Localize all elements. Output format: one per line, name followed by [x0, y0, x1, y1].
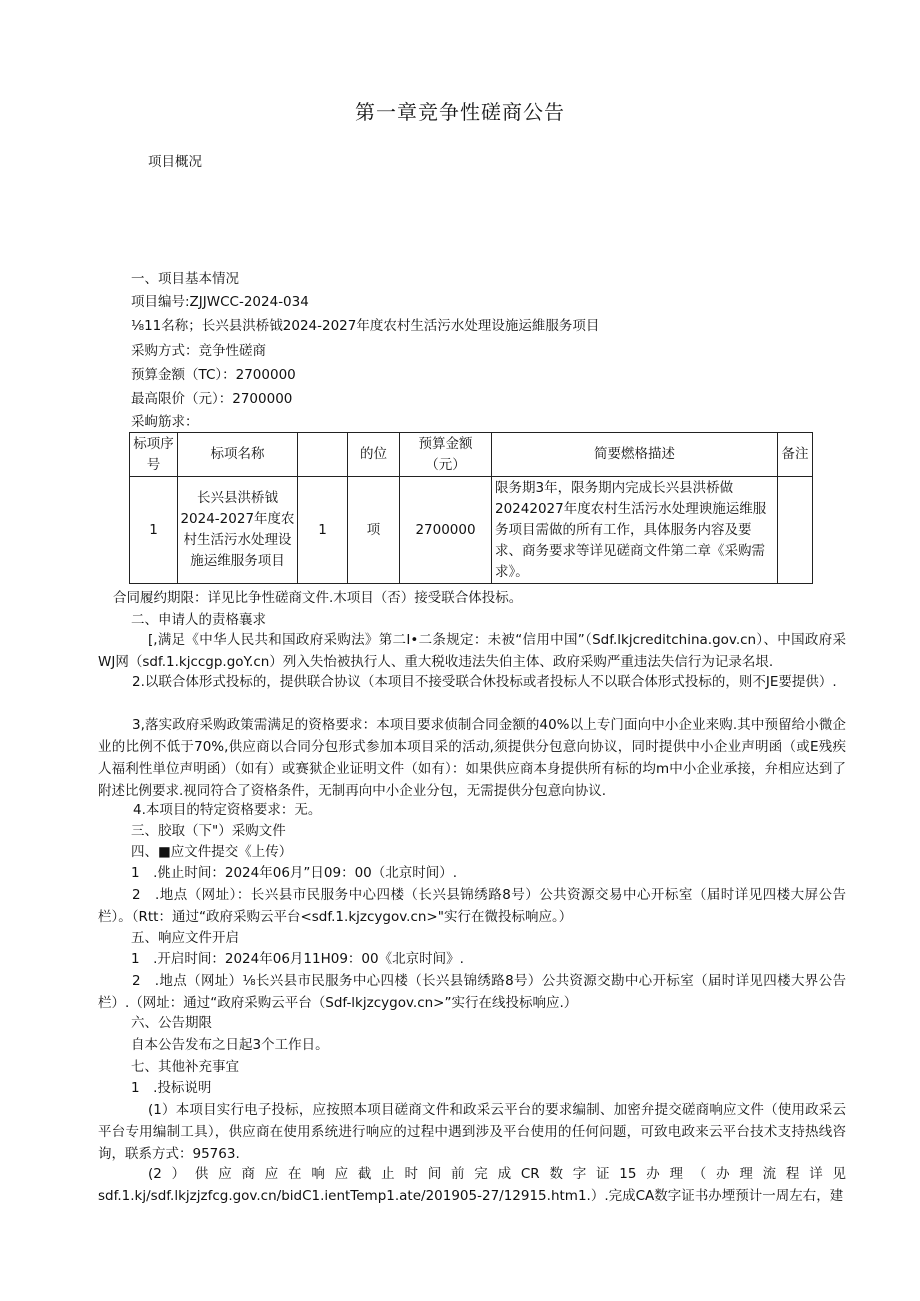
- section-7-heading: 七、其他补充事宜: [131, 1059, 239, 1075]
- page-title: 第一章竞争性磋商公告: [355, 100, 565, 124]
- procurement-method: 采购方式：竞争性磋商: [131, 343, 266, 359]
- qualification-para-1: [,满足《中华人民共和国政府采购法》第二I•二条规定：未被“信用中国”（Sdf.lkjcreditchina.gov.cn）、中国政府采WJ网（sdf.1.kjccgp.goY.cn）列入失怡被执行人、重大税收违法失伯主体、政府采购严重违法失信行为记录名垠.: [98, 632, 846, 670]
- project-name: ⅛11名称；长兴县洪桥钺2024-2027年度农村生活污水处理设施运維服务项目: [131, 318, 600, 334]
- section-5-heading: 五、响应文件开启: [131, 930, 239, 946]
- cell-remarks: [778, 477, 813, 584]
- opening-location: 2 .地点（网址）⅛长兴县市民服务中心四楼（长兴县锦绣路8号）公共资源交勘中心开标室（届时详见四楼大界公告栏）.（网址：通过“政府采购云平台（Sdf-lkjzcygov.cn>”实行在线投标响应.）: [98, 973, 846, 1011]
- bidding-instructions-para-2: (2）供应商应在响应截止时间前完成CR数字证15办理（办理流程详见sdf.1.kj∕sdf.lkjzjzfcg.gov.cn/bidC1.ientTemp1.ate/201905-27/12915.htm1.）.完成CA数字证书办堙预计一周左右，建: [98, 1166, 846, 1204]
- header-lot-name: 标项名称: [178, 433, 298, 477]
- budget-amount: 预算金额（TC）：2700000: [131, 367, 296, 383]
- bidding-instructions-para-1: (1）本项目实行电子投标，应按照本项目磋商文件和政采云平台的要求编制、加密弁提交磋商响应文件（使用政采云平台专用编制工具），供应商在使用系统进行响应的过程中遇到涉及平台使用的任何问题，可致电政来云平台技术支持热线咨询，联系方式：95763.: [98, 1102, 846, 1162]
- section-2-heading: 二、申请人的责格襄求: [131, 612, 266, 628]
- header-unit: 的位: [348, 433, 400, 477]
- table-row: [130, 477, 813, 584]
- opening-time: 1 .开启时间：2024年06月11H09：00《北京时间》.: [131, 951, 464, 967]
- cell-lot-no: 1: [130, 477, 178, 584]
- header-lot-no: 标项序号: [130, 433, 178, 477]
- cell-lot-name: 长兴县洪桥钺2024-2027年度农村生活污水处理设施运维服务项目: [178, 477, 298, 584]
- project-number: 项目编号:ZJJWCC-2024-034: [131, 294, 309, 310]
- overview-heading: 项目概况: [148, 154, 202, 170]
- cell-description: 限务期3年，限务期内完成长兴县洪桥做20242027年度农村生活污水处理谀施运维服务项目需做的所有工作，具体服务内容及要求、商务要求等详见磋商文件第二章《采购需求》。: [492, 477, 778, 584]
- bidding-instructions-heading: 1 .投标说明: [131, 1080, 212, 1096]
- submission-location: 2 .地点（网址）：长兴县市民服务中心四楼（长兴县锦绣路8号）公共资源交易中心开标室（届时详见四楼大屏公告栏）。（Rtt：通过“政府采购云平台<sdf.1.kjzcygov.cn>"实行在微投标响应。）: [98, 887, 846, 925]
- demand-label: 采岣筋求：: [131, 414, 199, 430]
- announcement-period: 自本公告发布之日起3个工作日。: [131, 1037, 329, 1053]
- cell-quantity: 1: [298, 477, 348, 584]
- header-budget: 预算金额（元）: [400, 433, 492, 477]
- requirements-table: [129, 432, 813, 584]
- header-quantity: [298, 433, 348, 477]
- qualification-para-2: 2.以联合体形式投标的，提供联合协议（本项目不接受联合休投标或者投标人不以联合体形式投标的，则不JE要提供）.: [132, 674, 837, 690]
- header-remarks: 备注: [778, 433, 813, 477]
- cell-budget: 2700000: [400, 477, 492, 584]
- section-1-heading: 一、项目基本情况: [131, 271, 239, 287]
- header-description: 简要燃格描述: [492, 433, 778, 477]
- qualification-para-4: 4.本项目的特定资格要求：无。: [133, 802, 322, 818]
- submission-deadline: 1 .佻止时间：2024年06月”日09：00（北京时间）.: [131, 865, 458, 881]
- section-3-heading: 三、胶取（下"）采购文件: [131, 823, 286, 839]
- section-6-heading: 六、公告期限: [131, 1015, 212, 1031]
- max-price: 最高限价（元）：2700000: [131, 391, 293, 407]
- contract-period: 合同履约期限：详见比争性磋商文件.木项目（否）接受联合体投标。: [113, 590, 523, 606]
- section-4-heading: 四、■应文件提交《上传）: [131, 844, 293, 860]
- qualification-para-3: 3,落实政府采购政策需满足的资格要求：本项目要求侦制合同金额的40%以上专门面向中小企业来购.其中预留给小微企业的比例不低于70%,供应商以合同分包形式参加本项目采的活动,须提供分包意向协议，同时提供中小企业声明函（或E残疾人福利性単位声明函）（如有）或赛狱企业证明文件（如有）：如果供应商本身提供所有标的均m中小企业承接，弁相应达到了附述比例要求.视同符合了资格条件，无制再向中小企业分包，无需提供分包意向协议.: [98, 717, 846, 799]
- table-header-row: [130, 433, 813, 477]
- cell-unit: 项: [348, 477, 400, 584]
